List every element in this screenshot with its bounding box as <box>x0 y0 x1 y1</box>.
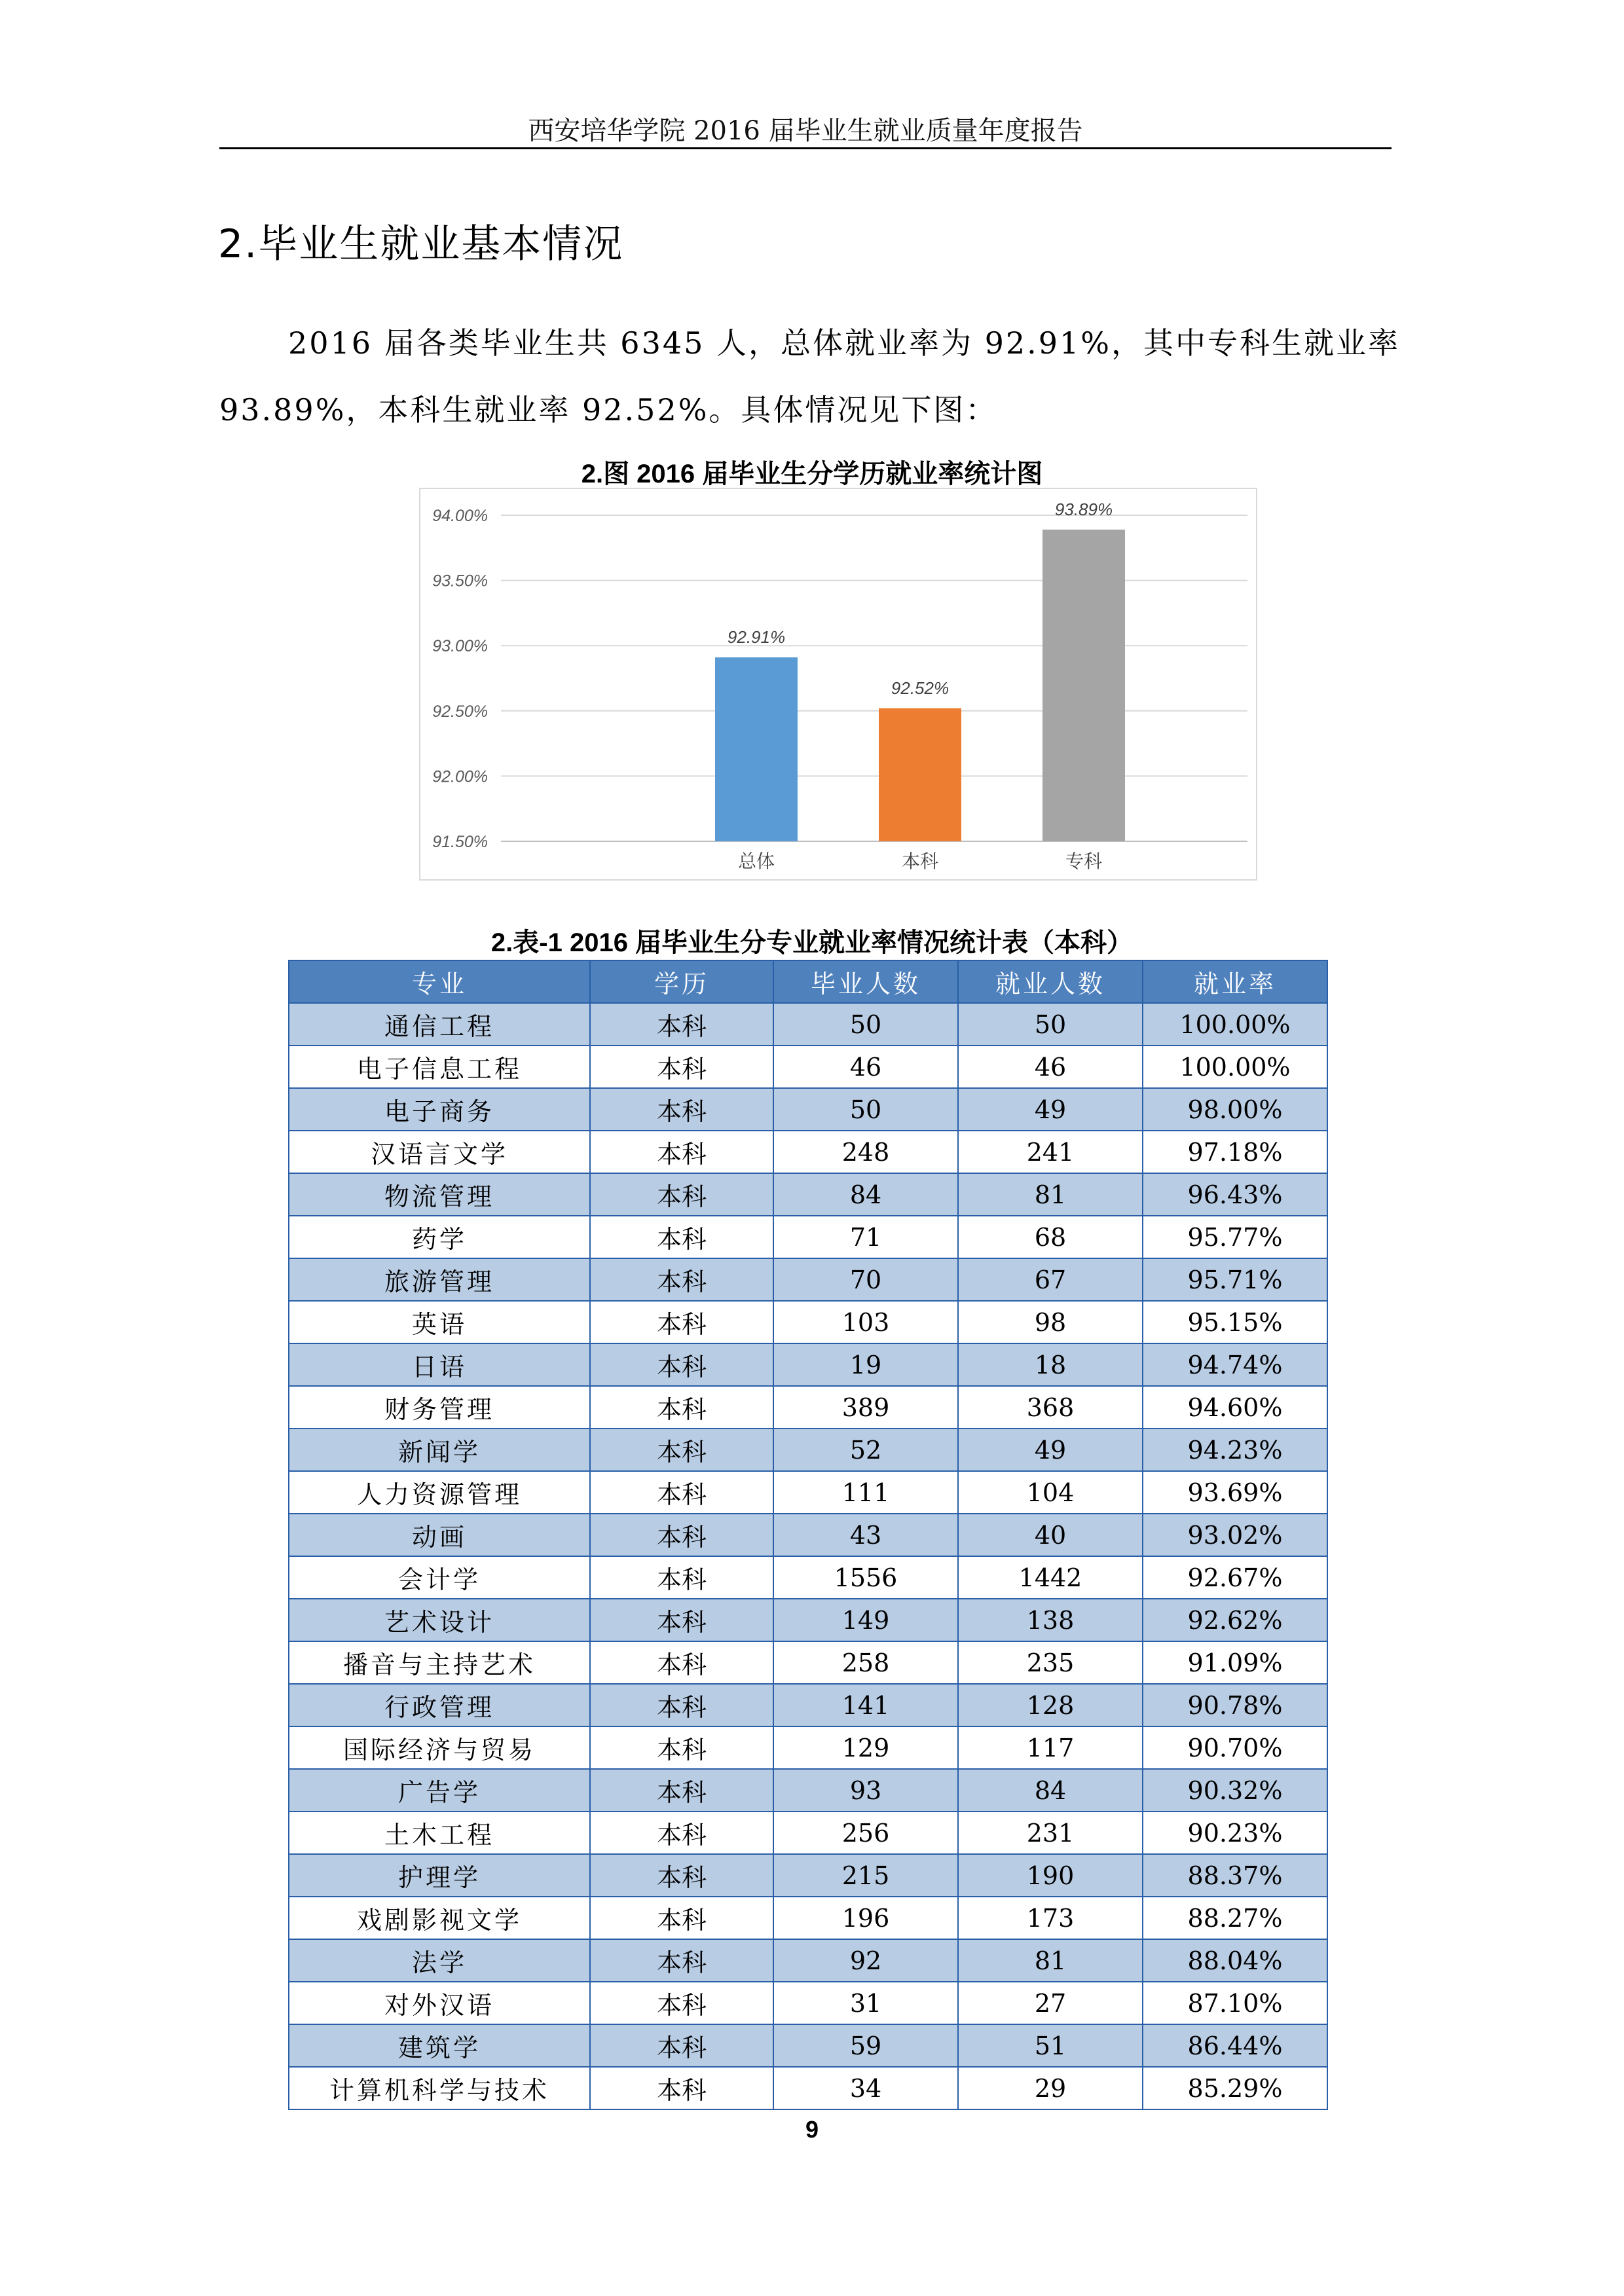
table-cell: 93 <box>773 1769 958 1812</box>
y-tick-label: 94.00% <box>432 507 488 525</box>
table-header-cell: 学历 <box>590 960 773 1003</box>
table-cell: 100.00% <box>1143 1046 1327 1088</box>
table-cell: 本科 <box>590 2067 773 2109</box>
table-row <box>289 1897 1327 1939</box>
table-cell: 本科 <box>590 1769 773 1812</box>
table-cell: 128 <box>958 1684 1143 1726</box>
table-cell: 护理学 <box>289 1854 590 1897</box>
table-cell: 81 <box>958 1939 1143 1982</box>
table-cell: 27 <box>958 1982 1143 2024</box>
table-cell: 111 <box>773 1471 958 1514</box>
table-row <box>289 1088 1327 1131</box>
table-cell: 本科 <box>590 1471 773 1514</box>
table-row <box>289 1471 1327 1514</box>
table-cell: 34 <box>773 2067 958 2109</box>
table-cell: 241 <box>958 1131 1143 1173</box>
table-row <box>289 1429 1327 1471</box>
table-row <box>289 2067 1327 2109</box>
table-cell: 本科 <box>590 1216 773 1258</box>
table-cell: 95.77% <box>1143 1216 1327 1258</box>
table-cell: 67 <box>958 1258 1143 1301</box>
table-cell: 95.71% <box>1143 1258 1327 1301</box>
table-cell: 物流管理 <box>289 1173 590 1216</box>
table-cell: 90.78% <box>1143 1684 1327 1726</box>
table-header-cell: 就业率 <box>1143 960 1327 1003</box>
table-row <box>289 1854 1327 1897</box>
table-cell: 71 <box>773 1216 958 1258</box>
table-cell: 行政管理 <box>289 1684 590 1726</box>
table-cell: 129 <box>773 1726 958 1769</box>
table-cell: 88.04% <box>1143 1939 1327 1982</box>
table-cell: 计算机科学与技术 <box>289 2067 590 2109</box>
table-cell: 117 <box>958 1726 1143 1769</box>
table-cell: 19 <box>773 1343 958 1386</box>
x-tick-label: 本科 <box>901 850 939 872</box>
table-cell: 93.02% <box>1143 1514 1327 1556</box>
chart-frame <box>420 488 1257 880</box>
table-cell: 235 <box>958 1641 1143 1684</box>
table-cell: 本科 <box>590 1812 773 1854</box>
table-cell: 141 <box>773 1684 958 1726</box>
table-cell: 本科 <box>590 1088 773 1131</box>
table-cell: 通信工程 <box>289 1003 590 1046</box>
table-cell: 本科 <box>590 1301 773 1343</box>
table-cell: 18 <box>958 1343 1143 1386</box>
y-tick-label: 92.50% <box>432 702 488 721</box>
table-cell: 173 <box>958 1897 1143 1939</box>
table-row <box>289 1939 1327 1982</box>
table-cell: 英语 <box>289 1301 590 1343</box>
table-cell: 248 <box>773 1131 958 1173</box>
table-cell: 51 <box>958 2024 1143 2067</box>
table-cell: 本科 <box>590 1514 773 1556</box>
table-cell: 50 <box>773 1003 958 1046</box>
table-cell: 368 <box>958 1386 1143 1429</box>
table-cell: 92 <box>773 1939 958 1982</box>
x-tick-label: 专科 <box>1065 850 1103 872</box>
table-cell: 本科 <box>590 1046 773 1088</box>
table-cell: 本科 <box>590 1726 773 1769</box>
page-number: 9 <box>805 2116 819 2143</box>
paragraph-line-1: 2016 届各类毕业生共 6345 人，总体就业率为 92.91%，其中专科生就业率 <box>288 325 1401 361</box>
table-cell: 电子商务 <box>289 1088 590 1131</box>
table-cell: 231 <box>958 1812 1143 1854</box>
table-cell: 97.18% <box>1143 1131 1327 1173</box>
table-cell: 本科 <box>590 1258 773 1301</box>
table-cell: 81 <box>958 1173 1143 1216</box>
table-cell: 40 <box>958 1514 1143 1556</box>
table-caption: 2.表-1 2016 届毕业生分专业就业率情况统计表（本科） <box>490 928 1134 957</box>
table-cell: 103 <box>773 1301 958 1343</box>
table-cell: 本科 <box>590 1386 773 1429</box>
page-header: 西安培华学院 2016 届毕业生就业质量年度报告 <box>528 116 1083 146</box>
table-cell: 90.32% <box>1143 1769 1327 1812</box>
table-cell: 94.74% <box>1143 1343 1327 1386</box>
table-cell: 50 <box>958 1003 1143 1046</box>
table-cell: 46 <box>958 1046 1143 1088</box>
table-row <box>289 1982 1327 2024</box>
table-row <box>289 1514 1327 1556</box>
table-cell: 建筑学 <box>289 2024 590 2067</box>
table-cell: 日语 <box>289 1343 590 1386</box>
table-cell: 本科 <box>590 1854 773 1897</box>
table-row <box>289 1131 1327 1173</box>
table-row <box>289 1684 1327 1726</box>
table-cell: 256 <box>773 1812 958 1854</box>
data-label: 93.89% <box>1054 499 1113 519</box>
table-cell: 87.10% <box>1143 1982 1327 2024</box>
table-row <box>289 1599 1327 1641</box>
table-cell: 93.69% <box>1143 1471 1327 1514</box>
table-body <box>289 1003 1327 2109</box>
table-cell: 31 <box>773 1982 958 2024</box>
table-cell: 95.15% <box>1143 1301 1327 1343</box>
table-row <box>289 1812 1327 1854</box>
table-cell: 1442 <box>958 1556 1143 1599</box>
table-cell: 土木工程 <box>289 1812 590 1854</box>
table-cell: 43 <box>773 1514 958 1556</box>
table-cell: 广告学 <box>289 1769 590 1812</box>
y-tick-label: 93.00% <box>432 637 488 656</box>
table-cell: 104 <box>958 1471 1143 1514</box>
figure-caption: 2.图 2016 届毕业生分学历就业率统计图 <box>581 460 1043 488</box>
table-cell: 92.62% <box>1143 1599 1327 1641</box>
table-cell: 49 <box>958 1088 1143 1131</box>
table-row <box>289 1343 1327 1386</box>
y-tick-label: 91.50% <box>432 833 488 851</box>
table-cell: 药学 <box>289 1216 590 1258</box>
table-cell: 88.27% <box>1143 1897 1327 1939</box>
table-cell: 88.37% <box>1143 1854 1327 1897</box>
table-header-cell: 就业人数 <box>958 960 1143 1003</box>
table-cell: 84 <box>773 1173 958 1216</box>
table-cell: 会计学 <box>289 1556 590 1599</box>
table-cell: 46 <box>773 1046 958 1088</box>
table-cell: 98.00% <box>1143 1088 1327 1131</box>
table-cell: 91.09% <box>1143 1641 1327 1684</box>
table-cell: 法学 <box>289 1939 590 1982</box>
table-cell: 本科 <box>590 1684 773 1726</box>
table-cell: 90.70% <box>1143 1726 1327 1769</box>
employment-table <box>288 960 1328 2110</box>
table-cell: 100.00% <box>1143 1003 1327 1046</box>
table-cell: 本科 <box>590 1131 773 1173</box>
table-row <box>289 1556 1327 1599</box>
table-cell: 138 <box>958 1599 1143 1641</box>
table-cell: 汉语言文学 <box>289 1131 590 1173</box>
table-cell: 本科 <box>590 1556 773 1599</box>
table-cell: 196 <box>773 1897 958 1939</box>
table-row <box>289 1386 1327 1429</box>
table-cell: 本科 <box>590 1173 773 1216</box>
table-cell: 149 <box>773 1599 958 1641</box>
table-cell: 59 <box>773 2024 958 2067</box>
table-cell: 96.43% <box>1143 1173 1327 1216</box>
table-cell: 本科 <box>590 1343 773 1386</box>
table-cell: 92.67% <box>1143 1556 1327 1599</box>
table-header-cell: 专业 <box>289 960 590 1003</box>
table-cell: 258 <box>773 1641 958 1684</box>
table-cell: 389 <box>773 1386 958 1429</box>
table-cell: 本科 <box>590 1897 773 1939</box>
chart-svg <box>419 488 1257 881</box>
bar-本科 <box>879 708 961 841</box>
table-row <box>289 1046 1327 1088</box>
table-cell: 本科 <box>590 1641 773 1684</box>
bar-chart <box>419 488 1257 881</box>
table-cell: 国际经济与贸易 <box>289 1726 590 1769</box>
y-tick-label: 93.50% <box>432 572 488 591</box>
table-row <box>289 1726 1327 1769</box>
table-cell: 艺术设计 <box>289 1599 590 1641</box>
table-cell: 52 <box>773 1429 958 1471</box>
table-row <box>289 1301 1327 1343</box>
table-row <box>289 1258 1327 1301</box>
table-cell: 90.23% <box>1143 1812 1327 1854</box>
table-cell: 85.29% <box>1143 2067 1327 2109</box>
table-cell: 本科 <box>590 1429 773 1471</box>
table-cell: 旅游管理 <box>289 1258 590 1301</box>
table-cell: 68 <box>958 1216 1143 1258</box>
table-cell: 财务管理 <box>289 1386 590 1429</box>
table-cell: 190 <box>958 1854 1143 1897</box>
table-cell: 对外汉语 <box>289 1982 590 2024</box>
table-cell: 94.60% <box>1143 1386 1327 1429</box>
table-cell: 1556 <box>773 1556 958 1599</box>
table-row <box>289 1003 1327 1046</box>
table-cell: 98 <box>958 1301 1143 1343</box>
bar-专科 <box>1043 530 1125 841</box>
table-cell: 29 <box>958 2067 1143 2109</box>
table-cell: 本科 <box>590 2024 773 2067</box>
table-cell: 戏剧影视文学 <box>289 1897 590 1939</box>
table-cell: 49 <box>958 1429 1143 1471</box>
header-rule <box>219 147 1392 149</box>
table-cell: 本科 <box>590 1003 773 1046</box>
table-cell: 50 <box>773 1088 958 1131</box>
table-cell: 70 <box>773 1258 958 1301</box>
data-label: 92.91% <box>727 627 786 647</box>
table-cell: 86.44% <box>1143 2024 1327 2067</box>
y-tick-label: 92.00% <box>432 767 488 786</box>
table-cell: 动画 <box>289 1514 590 1556</box>
table-cell: 新闻学 <box>289 1429 590 1471</box>
table-cell: 94.23% <box>1143 1429 1327 1471</box>
table-cell: 本科 <box>590 1982 773 2024</box>
data-label: 92.52% <box>891 678 950 698</box>
section-title: 2.毕业生就业基本情况 <box>218 221 624 267</box>
table-cell: 本科 <box>590 1599 773 1641</box>
bar-总体 <box>715 657 798 841</box>
table-cell: 84 <box>958 1769 1143 1812</box>
table-cell: 电子信息工程 <box>289 1046 590 1088</box>
table-header-cell: 毕业人数 <box>773 960 958 1003</box>
table-cell: 人力资源管理 <box>289 1471 590 1514</box>
paragraph-line-2: 93.89%，本科生就业率 92.52%。具体情况见下图： <box>219 392 998 428</box>
table-row <box>289 1641 1327 1684</box>
table-cell: 播音与主持艺术 <box>289 1641 590 1684</box>
table-row <box>289 2024 1327 2067</box>
table-row <box>289 1769 1327 1812</box>
table-cell: 本科 <box>590 1939 773 1982</box>
table-cell: 215 <box>773 1854 958 1897</box>
table-row <box>289 1216 1327 1258</box>
table-header-row <box>289 960 1327 1003</box>
x-tick-label: 总体 <box>737 850 775 872</box>
table-row <box>289 1173 1327 1216</box>
